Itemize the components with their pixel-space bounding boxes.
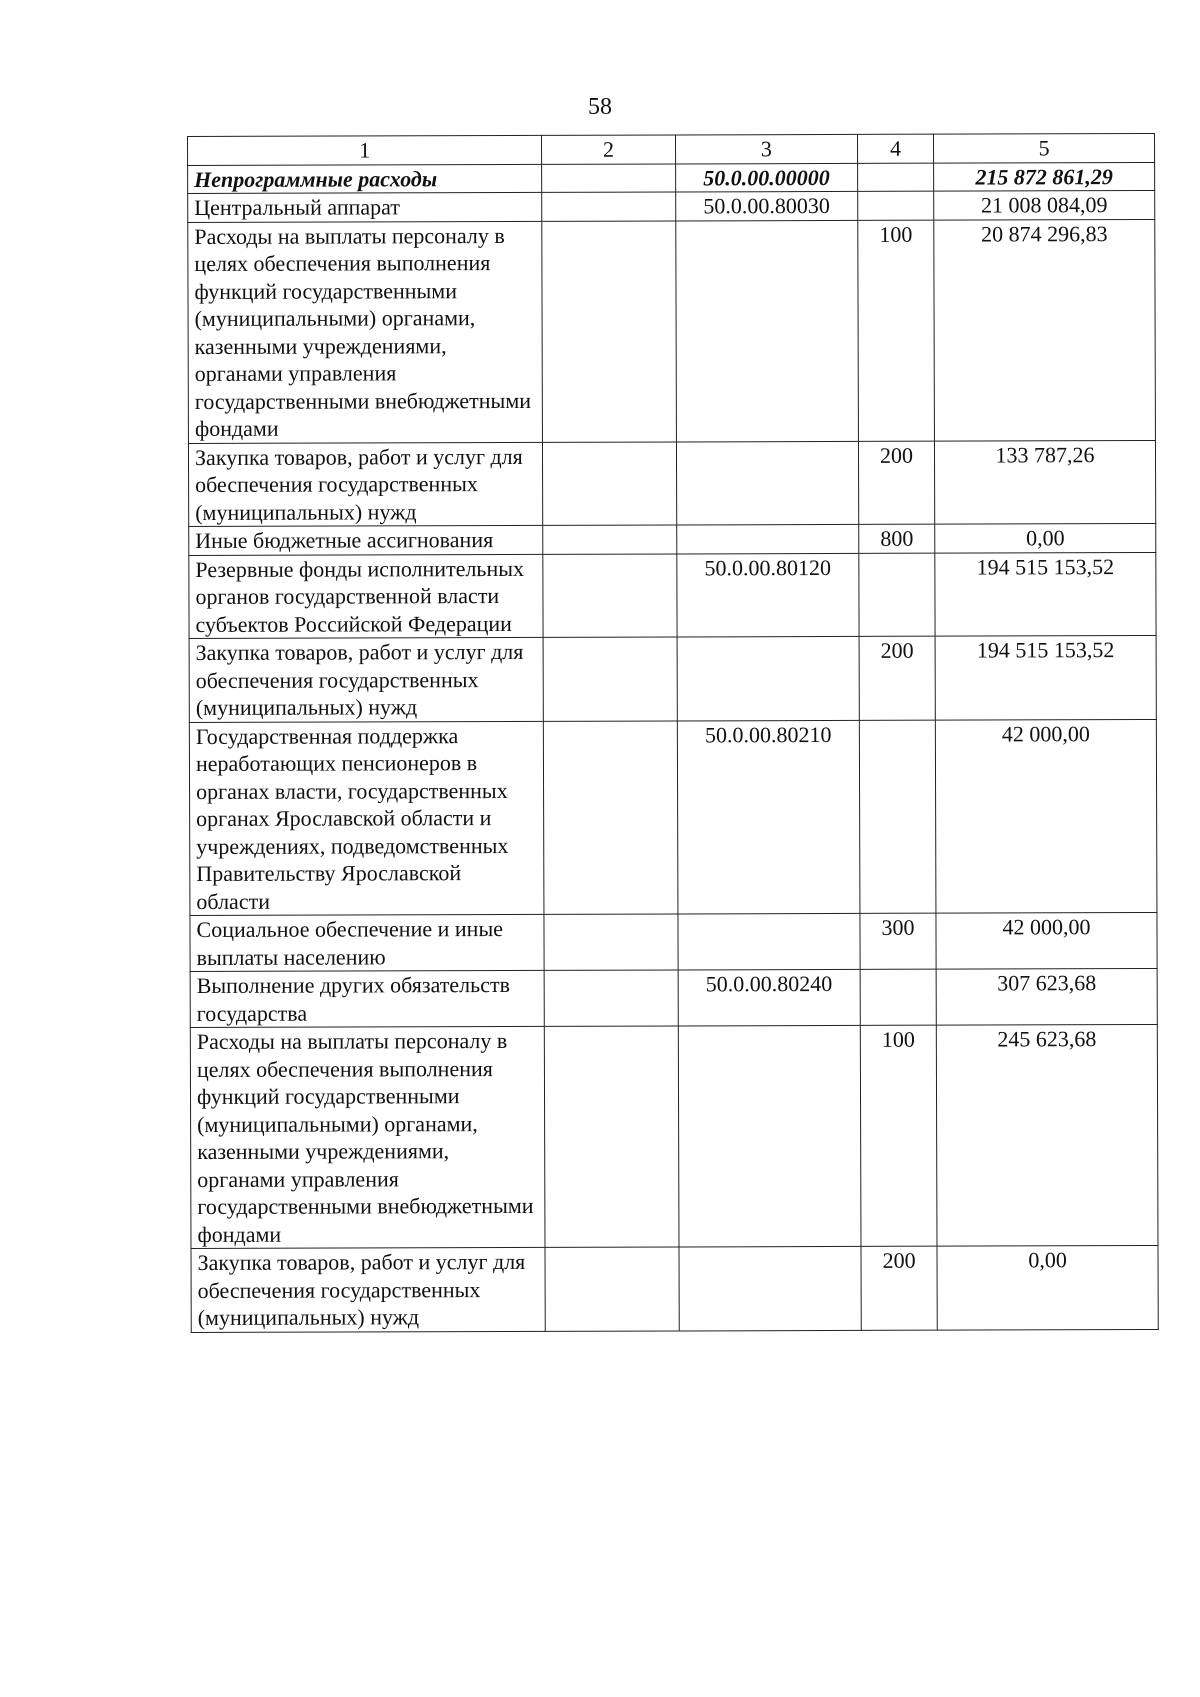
target-code-cell: 50.0.00.00000: [675, 163, 857, 192]
table-row: [189, 523, 1156, 555]
table-row: [188, 162, 1155, 194]
target-code-cell: [676, 441, 859, 525]
column-2-cell: [542, 220, 676, 441]
expense-name-cell: Непрограммные расходы: [188, 164, 542, 194]
column-2-cell: [545, 1026, 679, 1247]
header-col-2: 2: [542, 135, 675, 164]
expense-name-cell: Расходы на выплаты персоналу в целях обеспечения выполнения функций государственными (муниципальными) органами, казенными учреждениями, органами управления государственными внебюджетными фондами: [188, 221, 543, 443]
amount-cell: 194 515 153,52: [935, 552, 1156, 636]
target-code-cell: [678, 1025, 861, 1247]
table-header-row: [188, 133, 1155, 165]
expense-type-cell: [859, 553, 935, 637]
column-2-cell: [544, 970, 678, 1026]
table-row: [190, 968, 1157, 1027]
target-code-cell: [677, 636, 860, 720]
table-row: [190, 1024, 1158, 1248]
table-body: [188, 162, 1159, 1332]
expense-type-cell: [859, 720, 936, 914]
expense-type-cell: 200: [861, 1246, 937, 1330]
column-2-cell: [542, 192, 675, 221]
header-col-3: 3: [675, 134, 857, 163]
target-code-cell: [676, 524, 858, 553]
column-2-cell: [544, 720, 678, 914]
amount-cell: 0,00: [937, 1245, 1158, 1329]
column-2-cell: [545, 1247, 679, 1331]
expense-type-cell: [858, 191, 934, 220]
amount-cell: 307 623,68: [936, 968, 1157, 1025]
target-code-cell: 50.0.00.80210: [677, 720, 860, 914]
table-row: [188, 190, 1155, 222]
table-row: [188, 219, 1156, 443]
expense-name-cell: Закупка товаров, работ и услуг для обеспечения государственных (муниципальных) нужд: [189, 637, 544, 722]
target-code-cell: [675, 220, 858, 442]
budget-table: [187, 133, 1159, 1333]
column-2-cell: [543, 553, 677, 637]
column-2-cell: [542, 163, 675, 192]
expense-name-cell: Выполнение других обязательств государства: [190, 970, 544, 1027]
expense-name-cell: Центральный аппарат: [188, 192, 542, 222]
amount-cell: 133 787,26: [935, 440, 1156, 524]
target-code-cell: [678, 913, 861, 970]
target-code-cell: 50.0.00.80240: [678, 969, 861, 1026]
column-2-cell: [543, 637, 677, 721]
expense-name-cell: Иные бюджетные ассигнования: [189, 525, 543, 555]
expense-type-cell: 300: [860, 913, 936, 969]
expense-type-cell: 200: [858, 441, 934, 525]
target-code-cell: 50.0.00.80030: [675, 191, 857, 220]
page-number: 58: [588, 94, 612, 120]
table-row: [189, 719, 1157, 916]
table-row: [189, 635, 1156, 722]
table-row: [189, 552, 1156, 639]
expense-name-cell: Социальное обеспечение и иные выплаты населению: [190, 914, 544, 971]
column-2-cell: [543, 441, 677, 525]
amount-cell: 42 000,00: [936, 912, 1157, 969]
amount-cell: 215 872 861,29: [934, 162, 1155, 191]
expense-name-cell: Резервные фонды исполнительных органов государственной власти субъектов Российской Федерации: [189, 554, 544, 639]
target-code-cell: 50.0.00.80120: [676, 553, 859, 637]
expense-type-cell: 100: [860, 1025, 937, 1246]
amount-cell: 20 874 296,83: [934, 219, 1156, 441]
expense-name-cell: Расходы на выплаты персоналу в целях обеспечения выполнения функций государственными (муниципальными) органами, казенными учреждениями, органами управления государственными внебюджетными фондами: [190, 1026, 545, 1248]
amount-cell: 0,00: [935, 523, 1156, 552]
header-col-1: 1: [188, 135, 542, 165]
header-col-5: 5: [934, 133, 1155, 162]
expense-type-cell: 800: [859, 524, 935, 553]
header-col-4: 4: [857, 134, 933, 163]
table-row: [188, 440, 1155, 527]
target-code-cell: [679, 1246, 862, 1330]
table-row: [190, 912, 1157, 971]
expense-name-cell: Закупка товаров, работ и услуг для обеспечения государственных (муниципальных) нужд: [188, 442, 543, 527]
table-row: [191, 1245, 1158, 1332]
amount-cell: 194 515 153,52: [935, 635, 1156, 719]
column-2-cell: [544, 914, 678, 970]
amount-cell: 245 623,68: [936, 1024, 1158, 1246]
amount-cell: 21 008 084,09: [934, 190, 1155, 219]
expense-type-cell: 200: [859, 636, 935, 720]
expense-name-cell: Закупка товаров, работ и услуг для обеспечения государственных (муниципальных) нужд: [191, 1247, 546, 1332]
expense-type-cell: [858, 163, 934, 192]
amount-cell: 42 000,00: [935, 719, 1157, 913]
column-2-cell: [543, 525, 676, 554]
expense-type-cell: 100: [858, 220, 935, 441]
expense-name-cell: Государственная поддержка неработающих пенсионеров в органах власти, государственных органах Ярославской области и учреждениях, подведомственных Правительству Ярославской области: [189, 721, 544, 916]
expense-type-cell: [860, 969, 936, 1025]
